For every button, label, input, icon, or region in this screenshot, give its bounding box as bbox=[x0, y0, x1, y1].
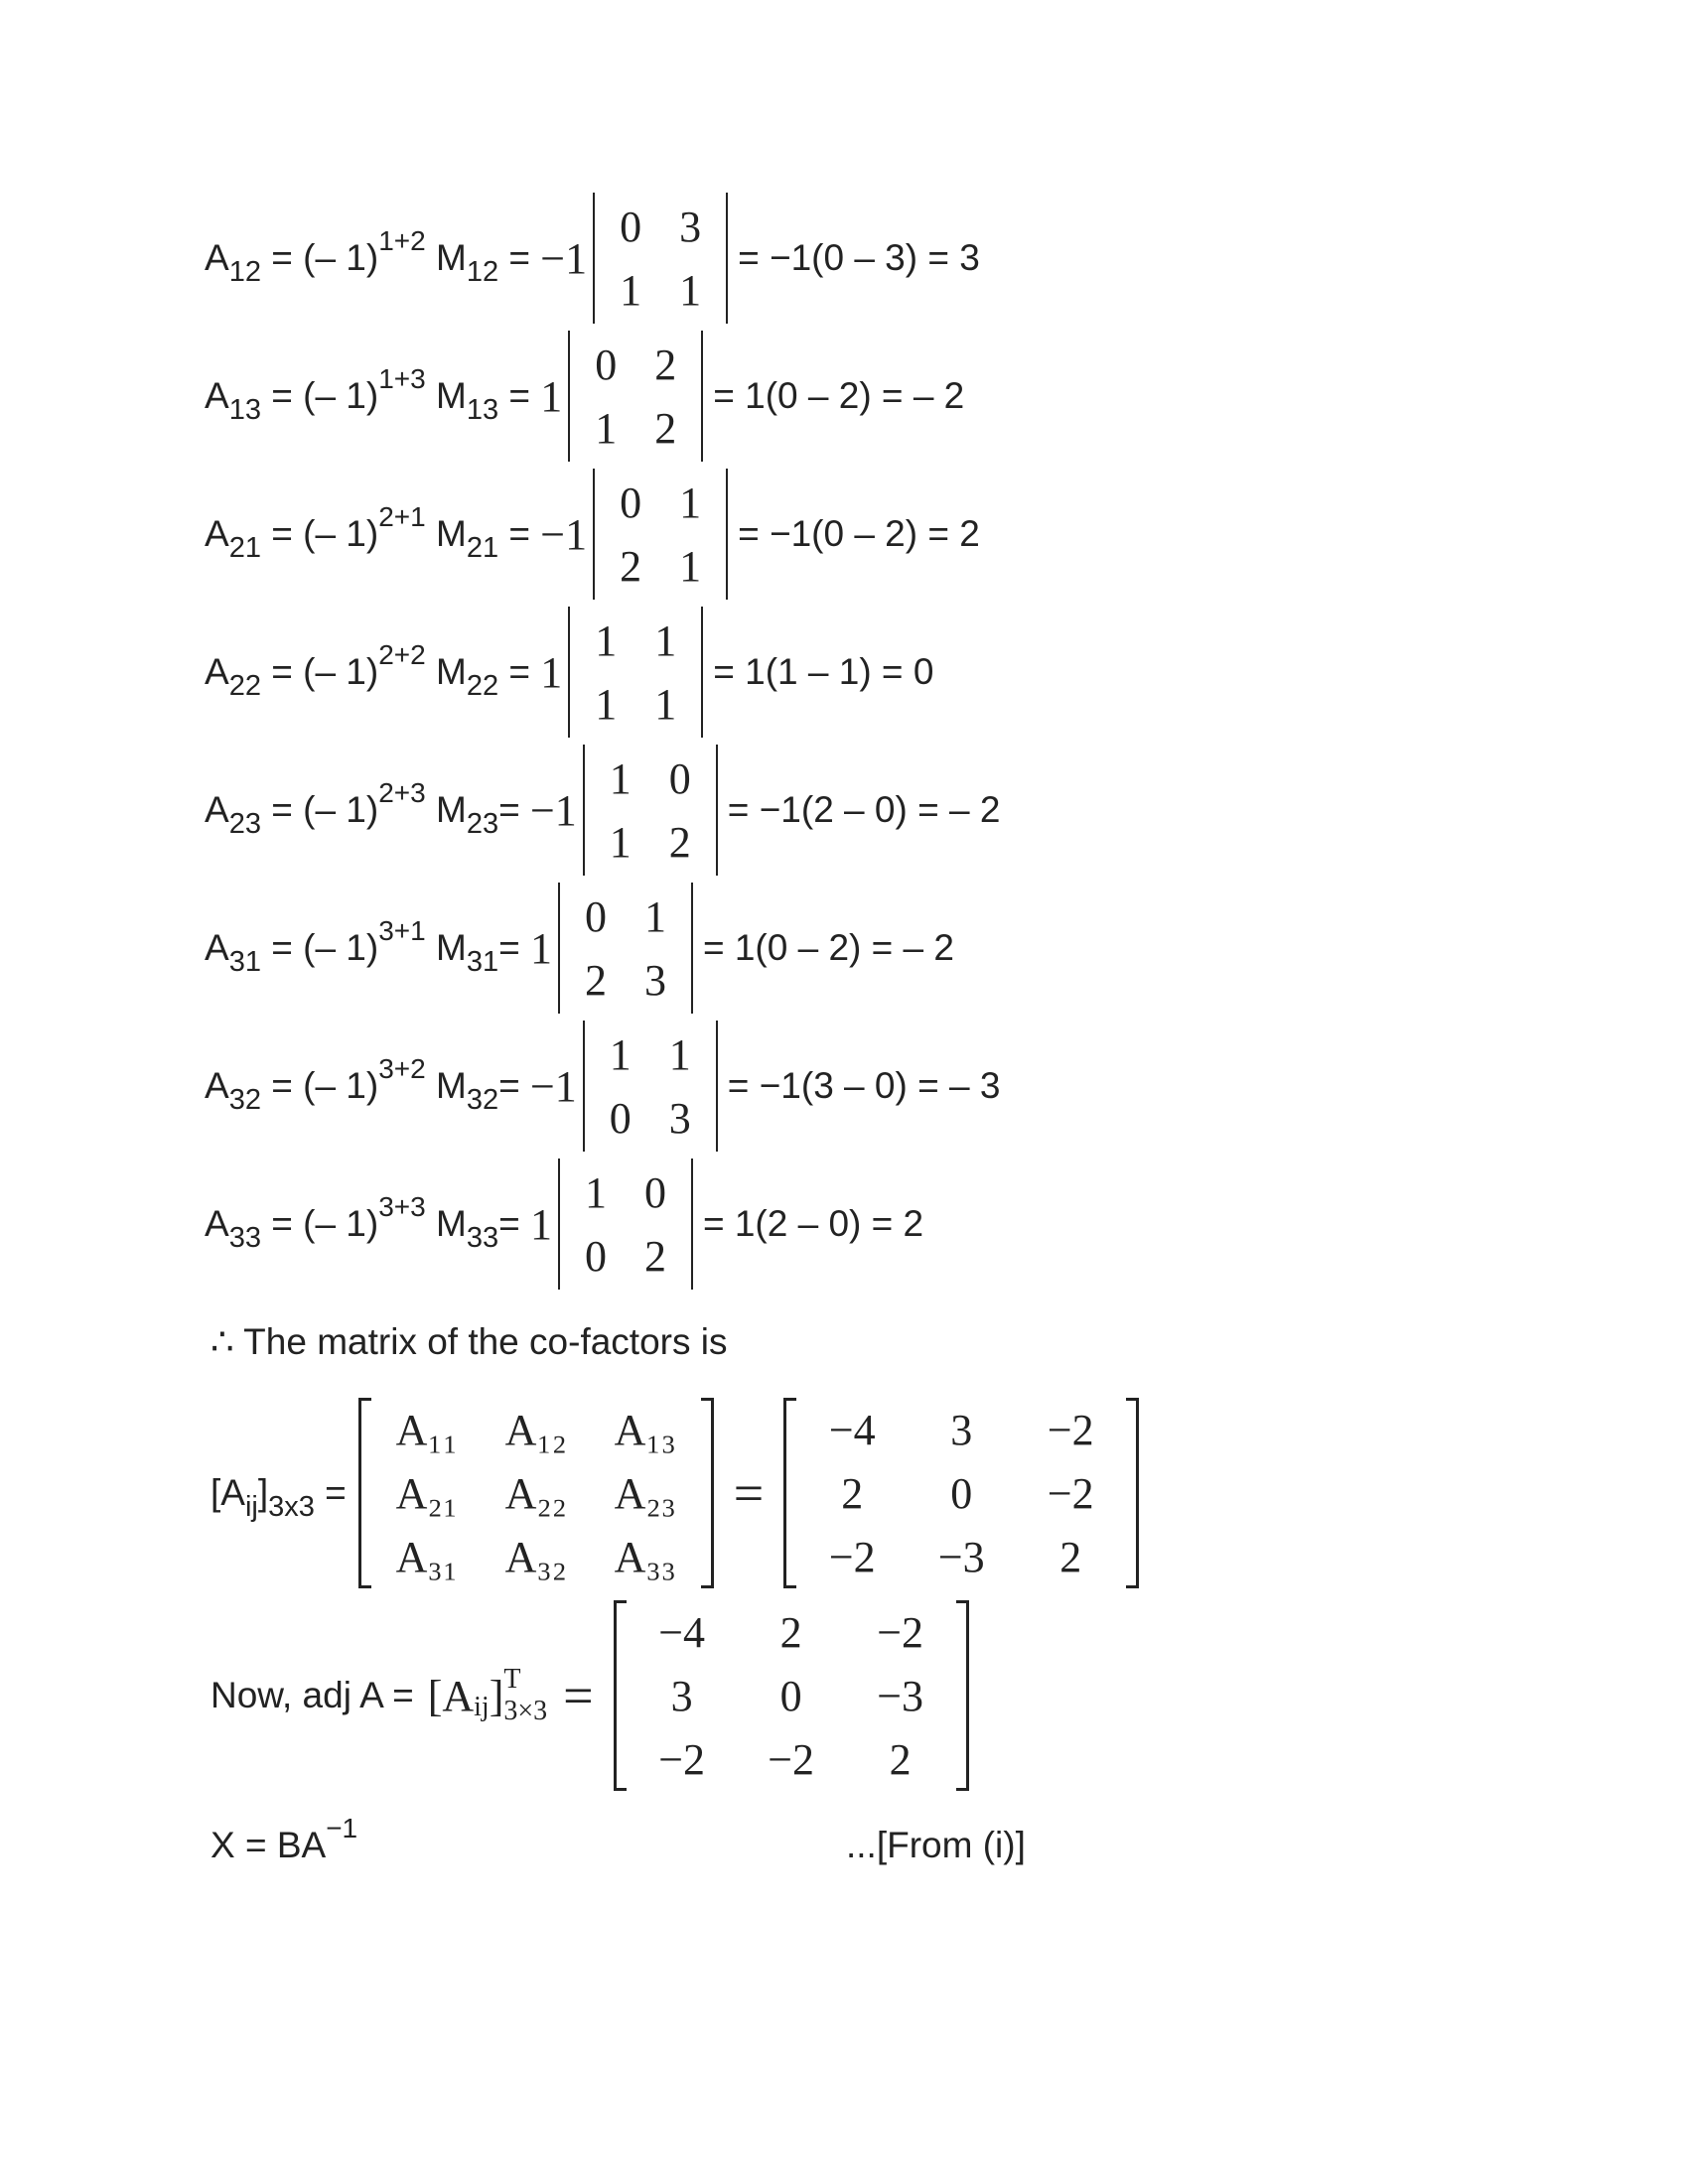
determinant: 1 0 1 2 bbox=[583, 745, 718, 876]
determinant: 1 1 0 3 bbox=[583, 1021, 718, 1152]
determinant: 0 1 2 1 bbox=[593, 469, 728, 600]
adjoint-matrix: −4 2 −2 3 0 −3 −2 −2 2 bbox=[614, 1600, 969, 1791]
determinant: 0 3 1 1 bbox=[593, 193, 728, 324]
final-equation: X = BA −1 bbox=[211, 1813, 358, 1865]
cofactor-line: A 23 = (– 1) 2+3 M 23 = −1 1 0 1 2 = −1(2 – 0) = – 2 bbox=[205, 745, 1000, 876]
symbolic-cofactor-matrix: A₁₁ A₁₂ A₁₃ A₂₁ A₂₂ A₂₃ A₃₁ A₃₂ A₃₃ bbox=[358, 1398, 714, 1588]
determinant: 0 2 1 2 bbox=[568, 331, 703, 462]
adjoint-equation: Now, adj A = [A ij ] T 3×3 = −4 2 −2 3 0 −3 −2 −2 2 bbox=[211, 1600, 981, 1791]
therefore-statement: ∴ The matrix of the co-factors is bbox=[211, 1321, 728, 1362]
cofactor-line: A 22 = (– 1) 2+2 M 22 = 1 1 1 1 1 = 1(1 – 1) = 0 bbox=[205, 607, 933, 738]
cofactor-matrix-equation: [A ij ] 3x3 = A₁₁ A₁₂ A₁₃ A₂₁ A₂₂ A₂₃ A₃₁ A₃₂ A₃₃ = −4 3 −2 2 0 −2 −2 −3 2 bbox=[211, 1398, 1151, 1588]
determinant: 1 1 1 1 bbox=[568, 607, 703, 738]
cofactor-line: A 21 = (– 1) 2+1 M 21 = −1 0 1 2 1 = −1(0 – 2) = 2 bbox=[205, 469, 980, 600]
cofactor-line: A 13 = (– 1) 1+3 M 13 = 1 0 2 1 2 = 1(0 – 2) = – 2 bbox=[205, 331, 964, 462]
numeric-cofactor-matrix: −4 3 −2 2 0 −2 −2 −3 2 bbox=[783, 1398, 1139, 1588]
determinant: 1 0 0 2 bbox=[558, 1159, 693, 1290]
reference-note: ...[From (i)] bbox=[846, 1825, 1026, 1865]
cofactor-line: A 12 = (– 1) 1+2 M 12 = −1 0 3 1 1 = −1(0 – 3) = 3 bbox=[205, 193, 980, 324]
cofactor-line: A 33 = (– 1) 3+3 M 33 = 1 1 0 0 2 = 1(2 – 0) = 2 bbox=[205, 1159, 923, 1290]
cofactor-line: A 32 = (– 1) 3+2 M 32 = −1 1 1 0 3 = −1(3 – 0) = – 3 bbox=[205, 1021, 1000, 1152]
cofactor-line: A 31 = (– 1) 3+1 M 31 = 1 0 1 2 3 = 1(0 – 2) = – 2 bbox=[205, 883, 954, 1014]
determinant: 0 1 2 3 bbox=[558, 883, 693, 1014]
